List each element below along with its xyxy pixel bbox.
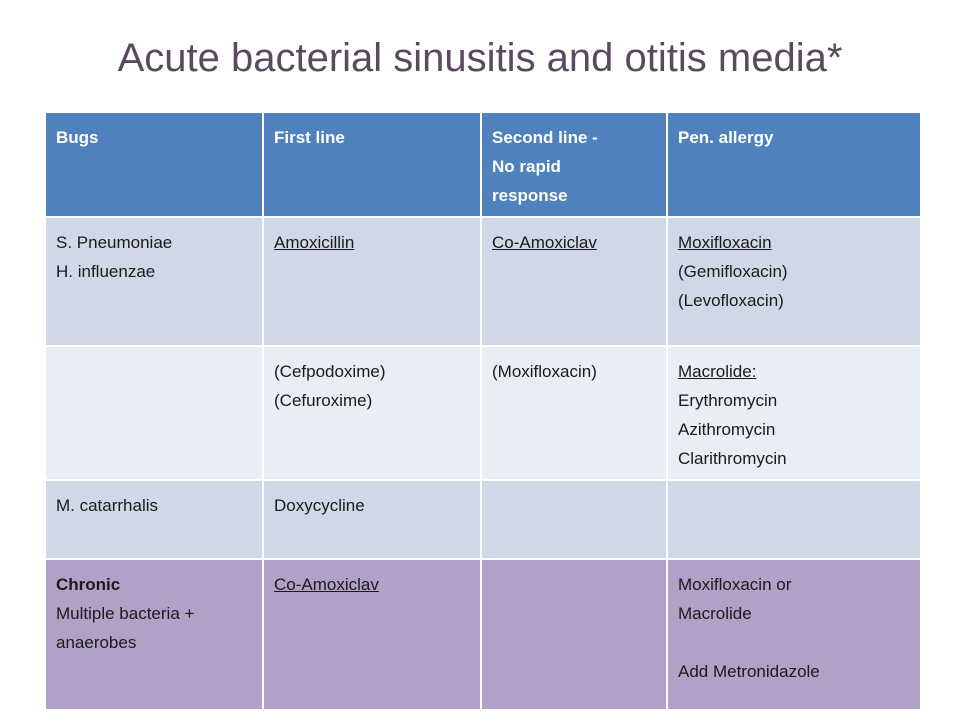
header-bugs: Bugs bbox=[45, 112, 263, 217]
cell-second-line bbox=[481, 480, 667, 559]
cell-first-line: Doxycycline bbox=[263, 480, 481, 559]
table-row bbox=[45, 480, 921, 559]
cell-pen-allergy bbox=[667, 480, 921, 559]
drug-link[interactable]: Amoxicillin bbox=[274, 233, 355, 252]
drug-link[interactable]: Co-Amoxiclav bbox=[274, 575, 379, 594]
cell-bugs: M. catarrhalis bbox=[45, 480, 263, 559]
table-row bbox=[45, 346, 921, 480]
cell-pen-allergy bbox=[667, 217, 921, 346]
drug-link[interactable]: Co-Amoxiclav bbox=[492, 233, 597, 252]
cell-second-line: (Moxifloxacin) bbox=[481, 346, 667, 480]
header-pen-allergy: Pen. allergy bbox=[667, 112, 921, 217]
cell-bugs: S. Pneumoniae H. influenzae bbox=[45, 217, 263, 346]
cell-pen-allergy bbox=[667, 346, 921, 480]
treatment-table bbox=[44, 111, 922, 711]
cell-second-line bbox=[481, 217, 667, 346]
alternative-drugs: (Gemifloxacin) (Levofloxacin) bbox=[678, 262, 788, 310]
chronic-label: Chronic bbox=[56, 575, 121, 594]
cell-second-line bbox=[481, 559, 667, 710]
slide-title: Acute bacterial sinusitis and otitis media* bbox=[117, 36, 843, 80]
cell-first-line bbox=[263, 559, 481, 710]
cell-bugs bbox=[45, 559, 263, 710]
add-on-drug: Add Metronidazole bbox=[678, 662, 820, 681]
cell-first-line bbox=[263, 217, 481, 346]
cell-first-line: (Cefpodoxime) (Cefuroxime) bbox=[263, 346, 481, 480]
header-second-line: Second line - No rapid response bbox=[481, 112, 667, 217]
header-first-line: First line bbox=[263, 112, 481, 217]
cell-pen-allergy bbox=[667, 559, 921, 710]
drug-link[interactable]: Moxifloxacin bbox=[678, 233, 772, 252]
macrolide-list: Erythromycin Azithromycin Clarithromycin bbox=[678, 391, 787, 468]
cell-bugs bbox=[45, 346, 263, 480]
table-row bbox=[45, 217, 921, 346]
allergy-options: Moxifloxacin or Macrolide bbox=[678, 575, 792, 623]
chronic-description: Multiple bacteria + anaerobes bbox=[56, 604, 195, 652]
table-row bbox=[45, 559, 921, 710]
table-header-row bbox=[45, 112, 921, 217]
drug-link[interactable]: Macrolide: bbox=[678, 362, 757, 381]
